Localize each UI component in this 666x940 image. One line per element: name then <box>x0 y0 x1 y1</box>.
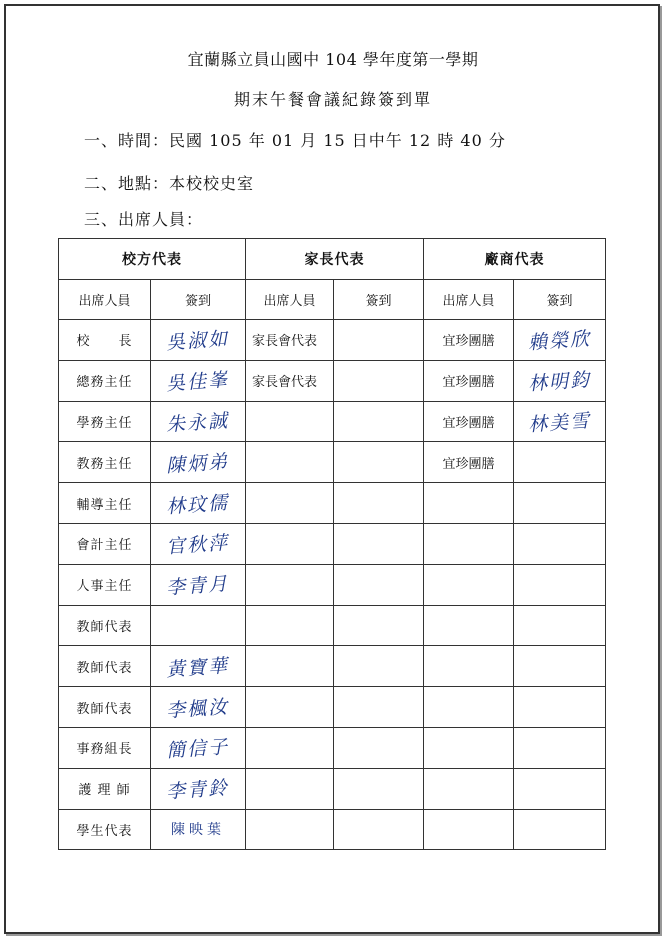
time-value: 民國 105 年 01 月 15 日中午 12 時 40 分 <box>169 131 506 150</box>
vendor-signature-cell <box>514 442 606 483</box>
parent-signature-cell <box>334 564 424 605</box>
attendees-label: 三、出席人員： <box>84 210 204 229</box>
school-role-cell: 輔導主任 <box>59 483 151 524</box>
group-header-parent: 家長代表 <box>246 239 424 280</box>
school-role-cell: 會計主任 <box>59 523 151 564</box>
attendees-heading <box>84 207 203 230</box>
handwritten-signature: 李楓汝 <box>165 695 231 722</box>
group-header-vendor: 廠商代表 <box>424 239 606 280</box>
parent-role-cell <box>246 809 334 850</box>
handwritten-signature: 林明鈞 <box>527 369 592 396</box>
vendor-role-cell <box>424 809 514 850</box>
vendor-signature-cell <box>514 483 606 524</box>
table-row <box>59 564 606 605</box>
vendor-role-cell <box>424 687 514 728</box>
parent-signature-cell <box>334 809 424 850</box>
vendor-role-cell: 宜珍團膳 <box>424 401 514 442</box>
column-header-attendee: 出席人員 <box>424 280 514 320</box>
school-signature-cell <box>151 646 246 687</box>
table-body <box>59 320 606 850</box>
meeting-place <box>84 171 254 194</box>
school-signature-cell <box>151 727 246 768</box>
vendor-role-cell: 宜珍團膳 <box>424 320 514 361</box>
vendor-role-cell <box>424 523 514 564</box>
school-signature-cell <box>151 320 246 361</box>
parent-signature-cell <box>334 687 424 728</box>
school-signature-cell <box>151 605 246 646</box>
parent-role-cell <box>246 401 334 442</box>
handwritten-signature: 李青月 <box>165 572 231 600</box>
column-header-sign: 簽到 <box>334 280 424 320</box>
vendor-signature-cell <box>514 646 606 687</box>
parent-signature-cell <box>334 320 424 361</box>
vendor-role-cell <box>424 727 514 768</box>
vendor-role-cell <box>424 483 514 524</box>
group-header-school: 校方代表 <box>59 239 246 280</box>
school-role-cell: 總務主任 <box>59 360 151 401</box>
vendor-role-cell: 宜珍團膳 <box>424 360 514 401</box>
column-header-sign: 簽到 <box>514 280 606 320</box>
vendor-signature-cell <box>514 360 606 401</box>
column-header-sign: 簽到 <box>151 280 246 320</box>
document-subtitle: 期末午餐會議紀錄簽到單 <box>233 90 432 109</box>
time-label: 一、時間： <box>84 131 170 150</box>
vendor-signature-cell <box>514 687 606 728</box>
handwritten-signature: 陳映葉 <box>171 822 225 839</box>
handwritten-signature: 官秋萍 <box>165 532 231 559</box>
school-role-cell: 護 理 師 <box>59 768 151 809</box>
table-row <box>59 442 606 483</box>
school-role-cell: 校 長 <box>59 320 151 361</box>
vendor-signature-cell <box>514 523 606 564</box>
parent-role-cell <box>246 523 334 564</box>
parent-signature-cell <box>334 483 424 524</box>
school-signature-cell <box>151 360 246 401</box>
sign-in-table <box>58 238 606 850</box>
school-signature-cell <box>151 401 246 442</box>
vendor-role-cell <box>424 768 514 809</box>
parent-signature-cell <box>334 442 424 483</box>
parent-role-cell: 家長會代表 <box>246 360 334 401</box>
column-header-attendee: 出席人員 <box>246 280 334 320</box>
handwritten-signature: 吳佳峯 <box>165 369 231 396</box>
school-role-cell: 教務主任 <box>59 442 151 483</box>
school-role-cell: 教師代表 <box>59 605 151 646</box>
document-title: 宜蘭縣立員山國中 104 學年度第一學期 <box>187 50 479 69</box>
table-row <box>59 320 606 361</box>
vendor-signature-cell <box>514 727 606 768</box>
handwritten-signature: 黃寶華 <box>165 654 231 681</box>
vendor-role-cell <box>424 605 514 646</box>
place-label: 二、地點： <box>84 174 170 193</box>
vendor-signature-cell <box>514 401 606 442</box>
table-row <box>59 360 606 401</box>
school-signature-cell <box>151 687 246 728</box>
school-signature-cell <box>151 483 246 524</box>
parent-signature-cell <box>334 605 424 646</box>
parent-role-cell <box>246 646 334 687</box>
parent-role-cell: 家長會代表 <box>246 320 334 361</box>
parent-signature-cell <box>334 646 424 687</box>
table-row <box>59 605 606 646</box>
table-row <box>59 483 606 524</box>
handwritten-signature: 吳淑如 <box>165 328 231 355</box>
handwritten-signature: 簡信子 <box>165 736 231 763</box>
handwritten-signature: 賴榮欣 <box>527 328 592 355</box>
school-role-cell: 人事主任 <box>59 564 151 605</box>
table-row <box>59 727 606 768</box>
vendor-signature-cell <box>514 320 606 361</box>
vendor-role-cell <box>424 646 514 687</box>
parent-role-cell <box>246 768 334 809</box>
column-header-attendee: 出席人員 <box>59 280 151 320</box>
handwritten-signature: 李青鈴 <box>165 776 231 804</box>
table-row <box>59 768 606 809</box>
parent-role-cell <box>246 442 334 483</box>
parent-role-cell <box>246 564 334 605</box>
school-signature-cell <box>151 442 246 483</box>
school-role-cell: 事務組長 <box>59 727 151 768</box>
school-signature-cell <box>151 809 246 850</box>
school-signature-cell <box>151 768 246 809</box>
vendor-signature-cell <box>514 564 606 605</box>
school-role-cell: 學務主任 <box>59 401 151 442</box>
school-role-cell: 教師代表 <box>59 687 151 728</box>
table-row <box>59 523 606 564</box>
vendor-role-cell <box>424 564 514 605</box>
handwritten-signature: 朱永誠 <box>165 409 231 437</box>
school-role-cell: 學生代表 <box>59 809 151 850</box>
vendor-role-cell: 宜珍團膳 <box>424 442 514 483</box>
school-signature-cell <box>151 523 246 564</box>
vendor-signature-cell <box>514 809 606 850</box>
parent-signature-cell <box>334 727 424 768</box>
parent-signature-cell <box>334 360 424 401</box>
handwritten-signature: 陳炳弟 <box>165 450 231 477</box>
parent-signature-cell <box>334 401 424 442</box>
table-row <box>59 401 606 442</box>
meeting-time <box>84 128 506 151</box>
parent-signature-cell <box>334 768 424 809</box>
school-role-cell: 教師代表 <box>59 646 151 687</box>
parent-role-cell <box>246 687 334 728</box>
parent-role-cell <box>246 605 334 646</box>
table-row <box>59 646 606 687</box>
vendor-signature-cell <box>514 605 606 646</box>
parent-role-cell <box>246 483 334 524</box>
place-value: 本校校史室 <box>169 174 255 193</box>
handwritten-signature: 林美雪 <box>527 409 592 437</box>
school-signature-cell <box>151 564 246 605</box>
vendor-signature-cell <box>514 768 606 809</box>
parent-role-cell <box>246 727 334 768</box>
table-row <box>59 687 606 728</box>
parent-signature-cell <box>334 523 424 564</box>
table-row <box>59 809 606 850</box>
handwritten-signature: 林玟儒 <box>165 491 231 518</box>
